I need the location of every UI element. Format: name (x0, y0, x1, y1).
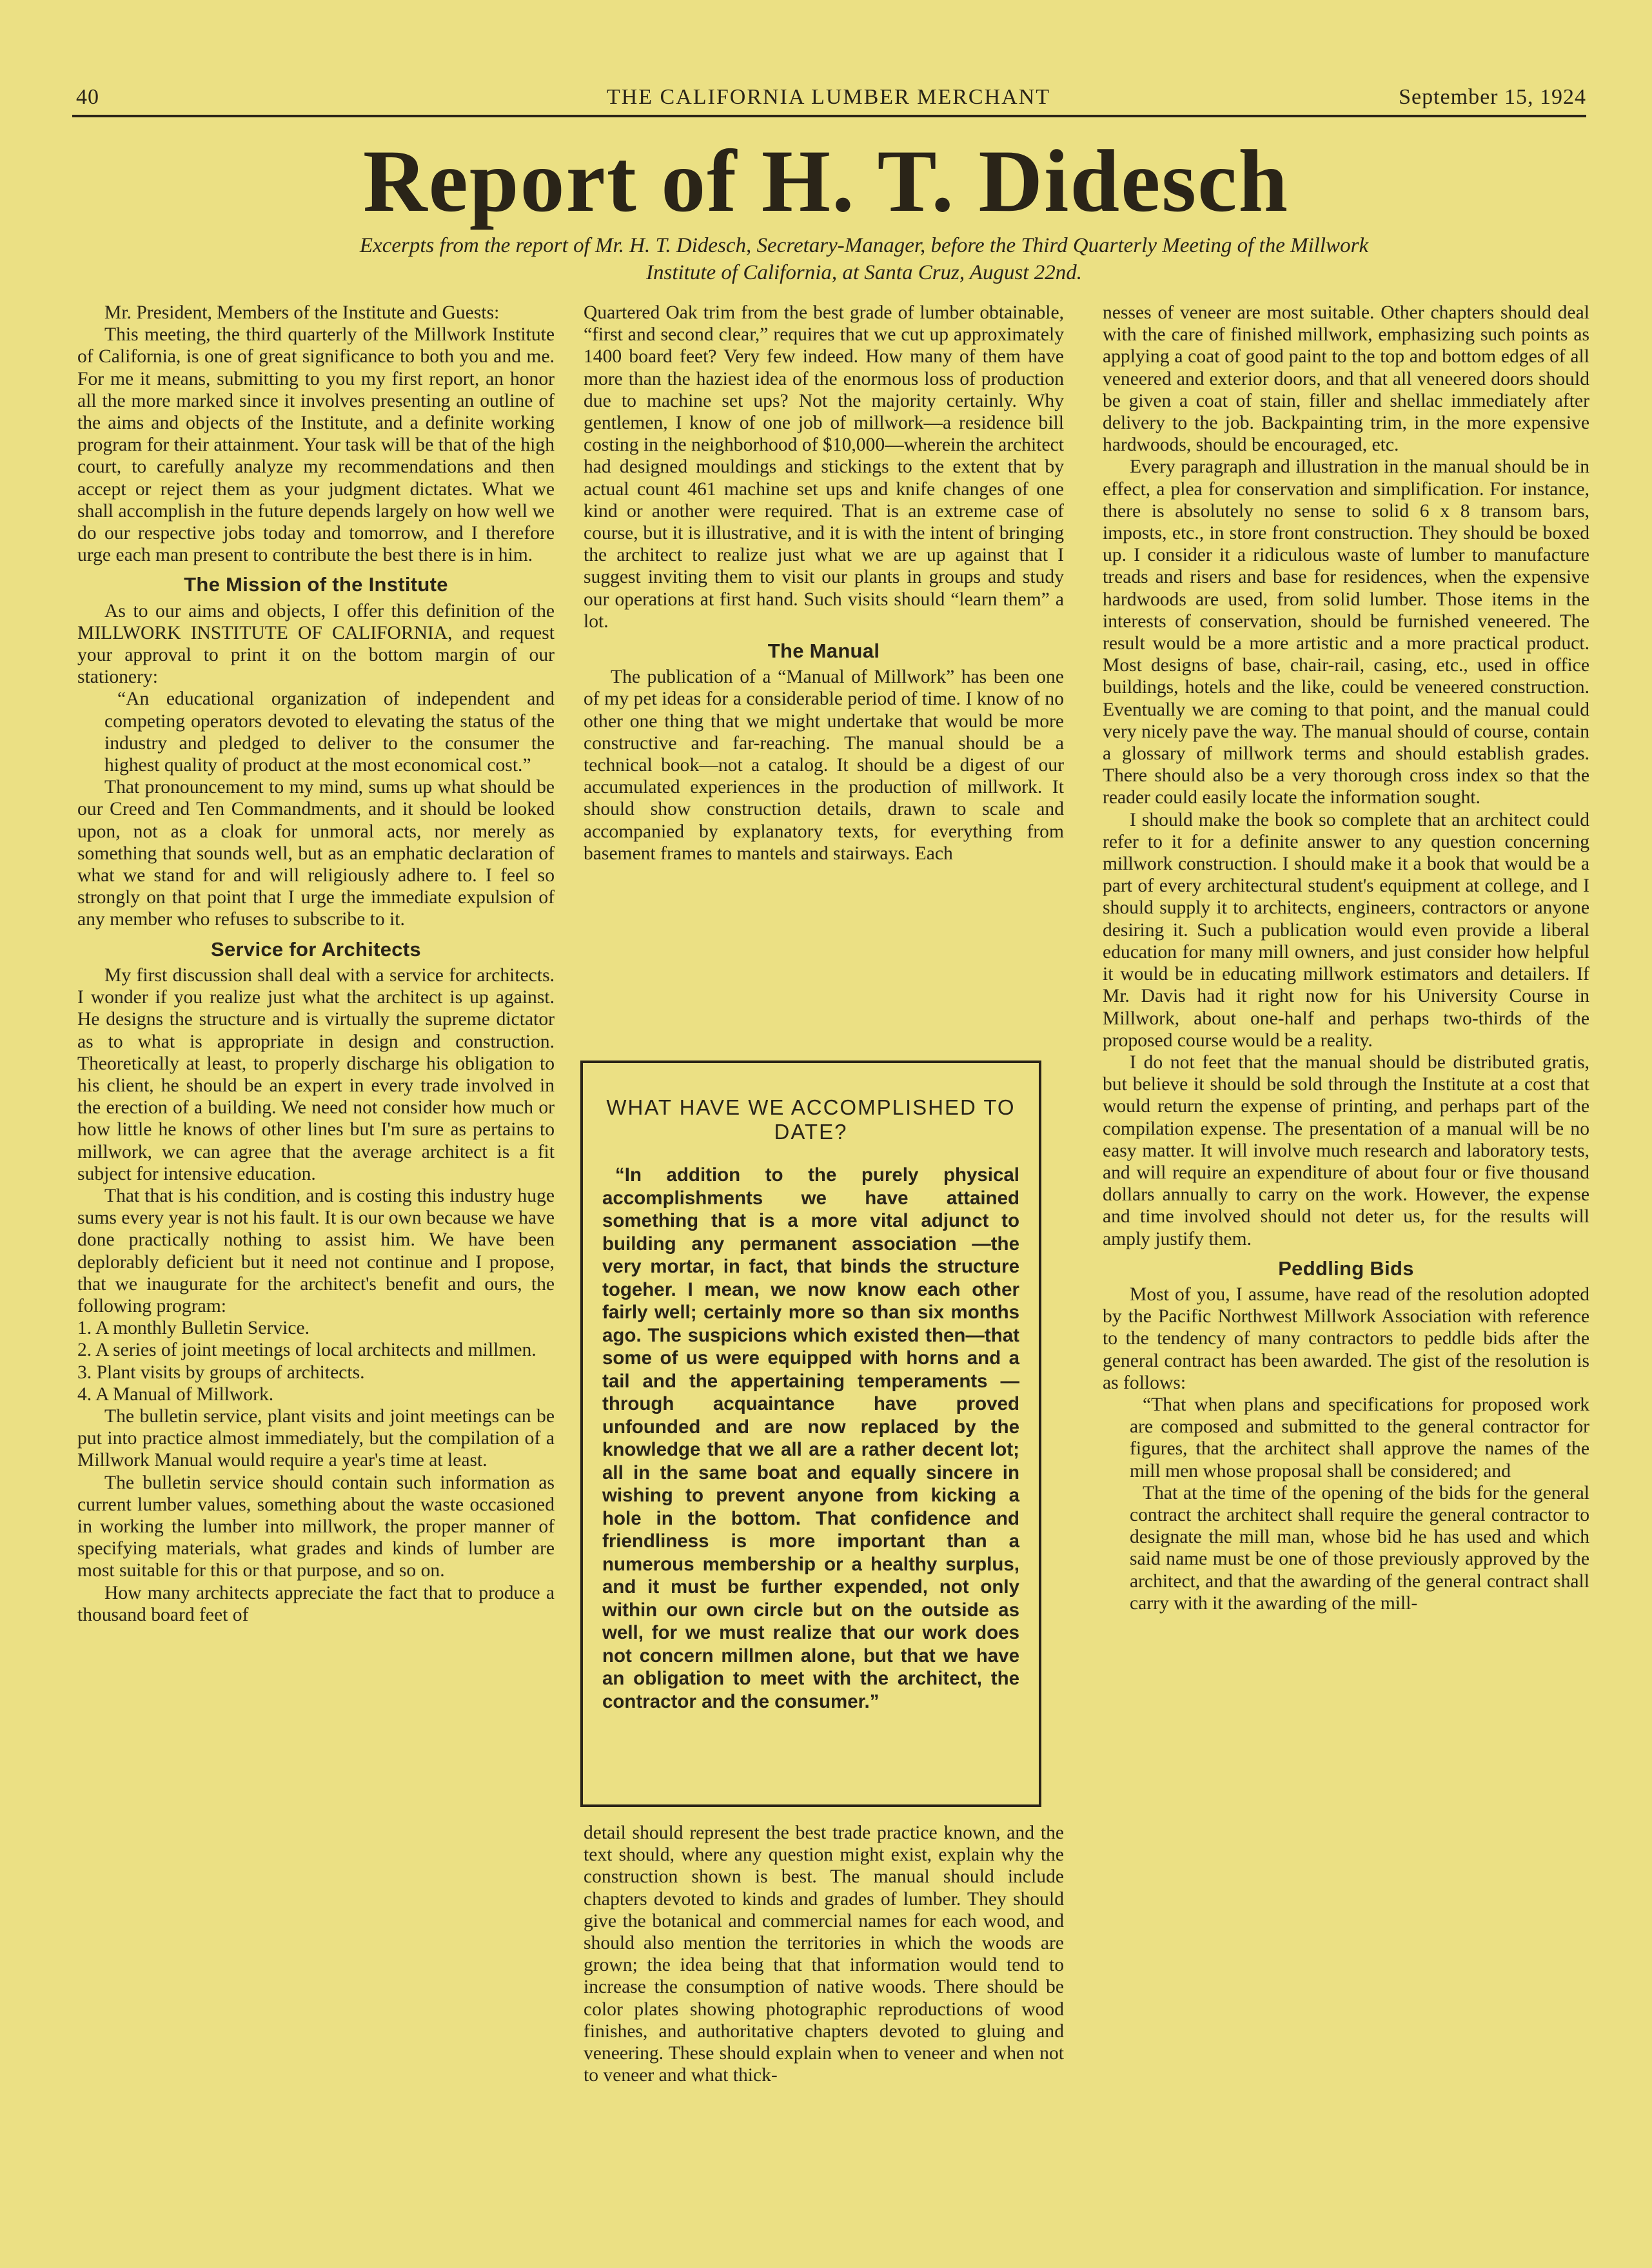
article-subtitle: Excerpts from the report of Mr. H. T. Didesch, Secretary-Manager, before the Third Quarterly Meeting of the Millwork Institute of California, at Santa Cruz, August 22nd. (359, 234, 1369, 284)
column-2 (584, 302, 1064, 865)
paragraph: Mr. President, Members of the Institute and Guests: (104, 302, 500, 323)
paragraph: detail should represent the best trade practice known, and the text should, where any question might exist, explain why the construction shown is best. The manual should include chapters devoted to kinds and grades of lumber. They should give the botanical and commercial names for each wood, and should also mention the territories in which the woods are grown; the idea being that that information would tend to increase the consumption of native woods. There should be color plates showing photographic reproductions of wood finishes, and authoritative chapters devoted to gluing and veneering. These should explain when to veneer and when not to veneer and what thick- (584, 1823, 1064, 2086)
paragraph: I do not feet that the manual should be distributed gratis, but believe it should be sold through the Institute at a cost that would return the expense of printing, and perhaps part of the compilation expense. The presentation of a manual will be no easy matter. It will involve much research and laboratory tests, and will require an expenditure of about four or five thousand dollars annually to carry on the work. However, the expense and time involved should not deter us, for the results will amply justify them. (1103, 1051, 1589, 1249)
quoted-paragraph: “That when plans and specifications for proposed work are composed and submitted to the general contractor for figures, that the architect shall approve the names of the mill men whose proposal shall be considered; and (1130, 1394, 1589, 1481)
list-item: 1. A monthly Bulletin Service. (77, 1318, 310, 1339)
paragraph: My first discussion shall deal with a service for architects. I wonder if you realize just what the architect is up against. He designs the structure and is virtually the supreme dictator as to what is appropriate in design and construction. Theoretically at least, to properly discharge his obligation to his client, he should be an expert in every trade involved in the erection of a building. We need not consider how much or how little he knows of other lines but I'm sure as pertains to millwork, we can agree that the average architect is a fit subject for intensive education. (77, 964, 555, 1184)
paragraph: The publication of a “Manual of Millwork” has been one of my pet ideas for a considerable period of time. I know of no other one thing that we might undertake that would be more constructive and far-reaching. The manual should be a technical book—not a catalog. It should be a digest of our accumulated experiences in the production of millwork. It should show construction details, drawn to scale and accompanied by explanatory texts, for everything from basement frames to mantels and stairways. Each (584, 667, 1064, 864)
page-number: 40 (76, 85, 99, 109)
header-rule (72, 115, 1586, 117)
section-heading: Service for Architects (211, 937, 421, 961)
issue-date: September 15, 1924 (1399, 85, 1586, 109)
list-item: 2. A series of joint meetings of local architects and millmen. (77, 1340, 536, 1361)
sidebar-text: “In addition to the purely physical accomplishments we have attained something that is a more vital adjunct to building any permanent association —the very mortar, in fact, that binds the structure togeher. I mean, we now know each other fairly well; certainly more so than six months ago. The suspicions which existed then—that some of us were equipped with horns and a tail and the appertaining temperaments — through acquaintance have proved unfounded and are now replaced by the knowledge that we all are a rather decent lot; all in the same boat and equally sincere in wishing to prevent anyone from kicking a hole in the bottom. That confidence and friendliness is more important than a numerous membership or a healthy surplus, and it must be further expended, not only within our own circle but on the outside as well, for we must realize that our work does not concern millmen alone, but that we have an obligation to meet with the architect, the contractor and the consumer.” (602, 1164, 1019, 1712)
article-title: Report of H. T. Didesch (362, 132, 1290, 230)
sidebar-heading: WHAT HAVE WE ACCOMPLISHED TO DATE? (606, 1095, 1016, 1144)
paragraph: Most of you, I assume, have read of the resolution adopted by the Pacific Northwest Millwork Association with reference to the tendency of many contractors to peddle bids after the general contract has been awarded. The gist of the resolution is as follows: (1103, 1284, 1589, 1393)
list-item: 3. Plant visits by groups of architects. (77, 1362, 365, 1383)
paragraph: nesses of veneer are most suitable. Other chapters should deal with the care of finished millwork, emphasizing such points as applying a coat of good paint to the top and bottom edges of all veneered and exterior doors, and that all veneered doors should be given a coat of stain, filler and shellac immediately after delivery to the job. Backpainting trim, in the more expensive hardwoods, should be encouraged, etc. (1103, 302, 1589, 456)
paragraph: That pronouncement to my mind, sums up what should be our Creed and Ten Commandments, and it should be looked upon, not as a cloak for unmoral acts, nor merely as something that sounds well, but as an emphatic declaration of what we stand for and will religiously adhere to. I feel so strongly on that point that I urge the immediate expulsion of any member who refuses to subscribe to it. (77, 777, 555, 930)
column-2-continued (584, 1822, 1064, 2086)
quoted-paragraph: That at the time of the opening of the bids for the general contract the architect shall require the general contractor to designate the mill man, whose bid he has used and which said name must be one of those previously approved by the architect, and that the awarding of the general contract shall carry with it the awarding of the mill- (1130, 1482, 1589, 1614)
paragraph: Quartered Oak trim from the best grade of lumber obtainable, “first and second clear,” requires that we cut up approximately 1400 board feet? Very few indeed. How many of them have more than the haziest idea of the enormous loss of production due to machine set ups? Not the majority certainly. Why gentlemen, I know of one job of millwork—a residence bill costing in the neighborhood of $10,000—wherein the architect had designed mouldings and stickings to the extent that by actual count 461 machine set ups and knife changes of one kind or another were required. That is an extreme case of course, but it is illustrative, and it is with the intent of bringing the architect to realize just what we are up against that I suggest inviting them to visit our plants in groups and study our operations at first hand. Such visits should “learn them” a lot. (584, 302, 1064, 632)
page-header (71, 80, 1586, 119)
paragraph: This meeting, the third quarterly of the Millwork Institute of California, is one of great significance to both you and me. For me it means, submitting to you my first report, an honor all the more marked since it involves presenting an outline of the aims and objects of the Institute, and a definite working program for their attainment. Your task will be that of the high court, to carefully analyze my recommendations and then accept or reject them as your judgment dictates. What we shall accomplish in the future depends largely on how well we do our respective jobs today and tomorrow, and I therefore urge each man present to contribute the best there is in him. (77, 324, 555, 566)
section-heading: The Mission of the Institute (184, 573, 448, 596)
column-3 (1103, 302, 1589, 1614)
quoted-paragraph: “An educational organization of independent and competing operators devoted to elevating the status of the industry and pledged to deliver to the consumer the highest quality of product at the most economical cost.” (104, 689, 555, 776)
paragraph: How many architects appreciate the fact that to produce a thousand board feet of (77, 1582, 555, 1625)
section-heading: The Manual (767, 640, 880, 663)
column-1 (77, 302, 555, 1626)
paragraph: The bulletin service should contain such information as current lumber values, something about the waste occasioned in working the lumber into millwork, the proper manner of specifying materials, what grades and kinds of lumber are most suitable for this or that purpose, and so on. (77, 1472, 555, 1581)
sidebar-box (580, 1061, 1041, 1807)
paragraph: That that is his condition, and is costing this industry huge sums every year is not his fault. It is our own because we have done practically nothing to assist him. We have been deplorably deficient but it need not continue and I propose, that we inaugurate for the architect's benefit and ours, the following program: (77, 1185, 555, 1316)
paragraph: The bulletin service, plant visits and joint meetings can be put into practice almost immediately, but the compilation of a Millwork Manual would require a year's time at least. (77, 1405, 555, 1471)
paragraph: I should make the book so complete that an architect could refer to it for a definite answer to any question concerning millwork construction. I should make it a book that would be a part of every architectural student's equipment at college, and I should supply it to architects, engineers, contractors or anyone desiring it. Such a publication would even provide a liberal education for many mill owners, and just consider how helpful it would be in educating millwork estimators and detailers. If Mr. Davis had it right now for his University Course in Millwork, about one-half and perhaps two-thirds of the proposed course would be a reality. (1103, 809, 1589, 1051)
section-heading: Peddling Bids (1278, 1256, 1414, 1280)
list-item: 4. A Manual of Millwork. (77, 1383, 274, 1405)
paragraph: Every paragraph and illustration in the manual should be in effect, a plea for conservation and simplification. For instance, there is absolutely no sense to solid 6 x 8 transom bars, imposts, etc., in store front construction. They should be boxed up. I consider it a ridiculous waste of lumber to manufacture treads and risers and base for residences, when the expensive hardwoods are used, from solid lumber. Those items in the interests of conservation, should be furnished veneered. The result would be a more artistic and a more practical product. Most designs of base, chair-rail, casing, etc., used in office buildings, hotels and the like, could be veneered construction. Eventually we are coming to that point, and the manual could very nicely pave the way. The manual should of course, contain a glossary of millwork terms and should establish grades. There should also be a very thorough cross index so that the reader could easily locate the information sought. (1103, 456, 1589, 808)
publication-name: THE CALIFORNIA LUMBER MERCHANT (606, 85, 1051, 109)
paragraph: As to our aims and objects, I offer this definition of the MILLWORK INSTITUTE OF CALIFORNIA, and request your approval to print it on the bottom margin of our stationery: (77, 600, 555, 688)
